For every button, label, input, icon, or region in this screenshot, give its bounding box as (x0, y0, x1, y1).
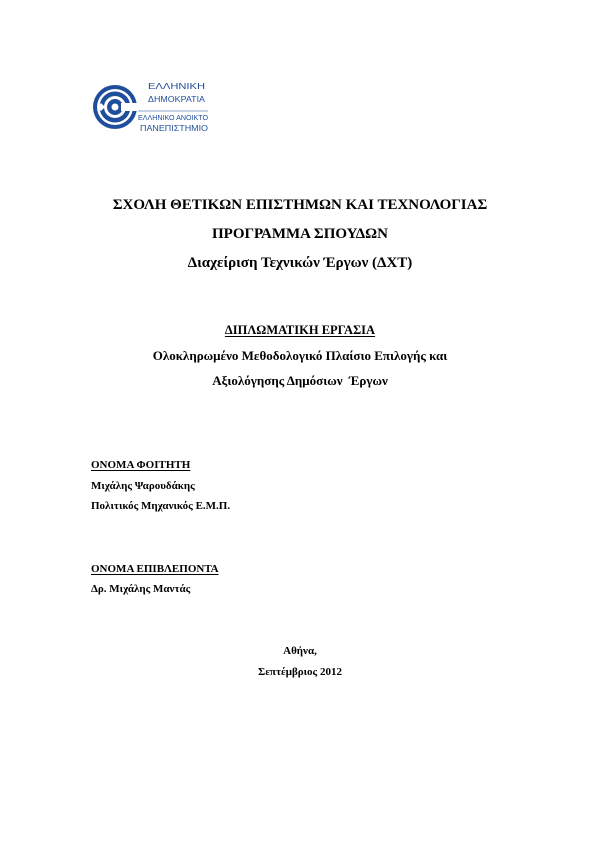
program-label: ΠΡΟΓΡΑΜΜΑ ΣΠΟΥΔΩΝ (212, 226, 388, 242)
university-logo (90, 78, 215, 138)
thesis-title-line1: Ολοκληρωμένο Μεθοδολογικό Πλαίσιο Επιλογής και (152, 348, 448, 363)
thesis-label: ΔΙΠΛΩΜΑΤΙΚΗ ΕΡΓΑΣΙΑ (224, 323, 376, 337)
thesis-title-line2: Αξιολόγησης Δημόσιων Έργων (212, 373, 388, 388)
footer-city: Αθήνα, (283, 645, 317, 657)
student-title: Πολιτικός Μηχανικός Ε.Μ.Π. (91, 500, 231, 512)
logo-text-line1: ΕΛΛΗΝΙΚΗ (148, 82, 206, 91)
logo-text-line3: ΕΛΛΗΝΙΚΟ ΑΝΟΙΚΤΟ (138, 113, 209, 122)
footer-date: Σεπτέμβριος 2012 (258, 666, 342, 678)
supervisor-name: Δρ. Μιχάλης Μαντάς (91, 583, 191, 595)
logo-emblem-icon (93, 85, 139, 129)
supervisor-heading: ΟΝΟΜΑ ΕΠΙΒΛΕΠΟΝΤΑ (91, 563, 219, 575)
logo-text-line4: ΠΑΝΕΠΙΣΤΗΜΙΟ (140, 124, 208, 133)
school-heading: ΣΧΟΛΗ ΘΕΤΙΚΩΝ ΕΠΙΣΤΗΜΩΝ ΚΑΙ ΤΕΧΝΟΛΟΓΙΑΣ (112, 197, 488, 213)
program-name: Διαχείριση Τεχνικών Έργων (ΔΧΤ) (187, 255, 413, 271)
student-name: Μιχάλης Ψαρουδάκης (91, 480, 195, 492)
logo-text-line2: ΔΗΜΟΚΡΑΤΙΑ (148, 95, 206, 104)
student-heading: ΟΝΟΜΑ ΦΟΙΤΗΤΗ (91, 459, 191, 471)
